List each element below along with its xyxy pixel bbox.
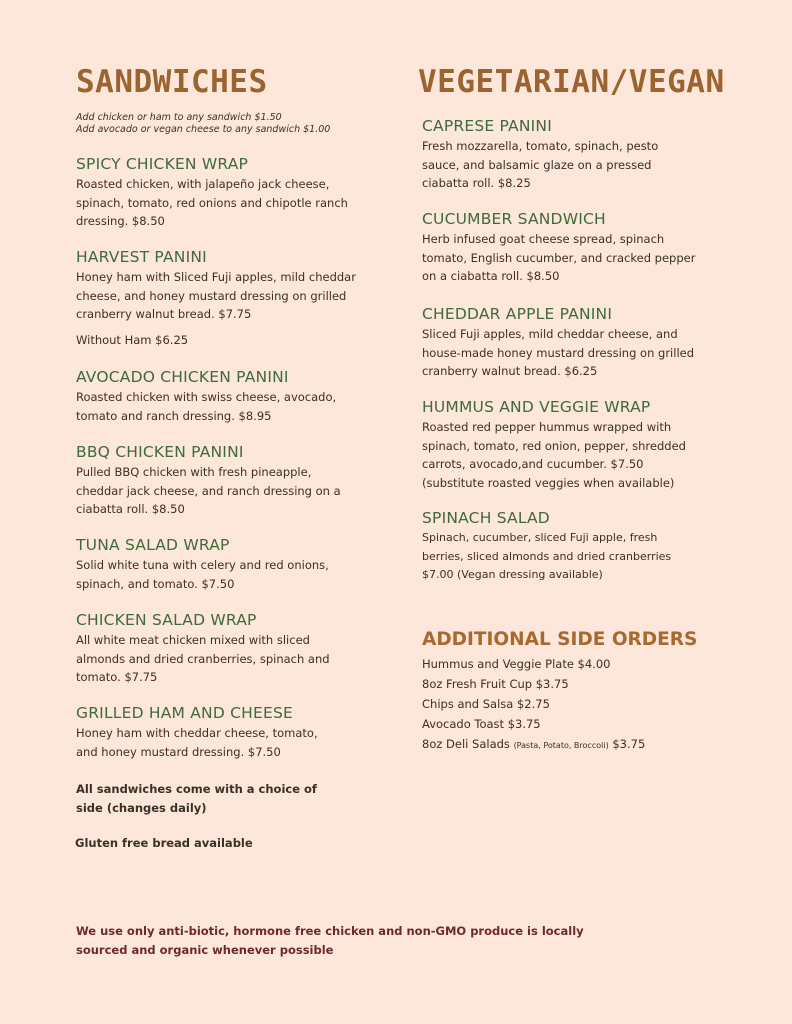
item-description: All white meat chicken mixed with sliced almonds and dried cranberries, spinach and tomato. $7.75: [76, 633, 330, 684]
sandwiches-heading: SANDWICHES: [76, 64, 268, 100]
deli-salads-varieties: (Pasta, Potato, Broccoli): [513, 741, 609, 750]
item-name: HARVEST PANINI: [76, 248, 207, 266]
item-name: HUMMUS AND VEGGIE WRAP: [422, 398, 651, 416]
item-description: Fresh mozzarella, tomato, spinach, pesto sauce, and balsamic glaze on a pressed ciabatta roll. $8.25: [422, 139, 659, 190]
item-description: Spinach, cucumber, sliced Fuji apple, fresh berries, sliced almonds and dried cranberries $7.00 (Vegan dressing available): [422, 531, 672, 581]
item-variant-price: Without Ham $6.25: [76, 332, 189, 347]
menu-item: [76, 443, 352, 519]
add-protein-note: [76, 112, 330, 136]
gluten-free-note: Gluten free bread available: [75, 836, 253, 850]
menu-item: [76, 248, 366, 349]
item-description: Pulled BBQ chicken with fresh pineapple, cheddar jack cheese, and ranch dressing on a ciabatta roll. $8.50: [76, 465, 341, 516]
item-description: Solid white tuna with celery and red onions, spinach, and tomato. $7.50: [76, 558, 329, 591]
item-name: CUCUMBER SANDWICH: [422, 210, 606, 228]
menu-item: [76, 368, 366, 425]
item-name: TUNA SALAD WRAP: [76, 536, 230, 554]
side-orders-list: [422, 654, 645, 756]
item-name: CHICKEN SALAD WRAP: [76, 611, 257, 629]
item-description: Sliced Fuji apples, mild cheddar cheese, and house-made honey mustard dressing on grilled cranberry walnut bread. $6.25: [422, 327, 695, 378]
item-description: Roasted red pepper hummus wrapped with spinach, tomato, red onion, pepper, shredded carrots, avocado,and cucumber. $7.50 (substitute roasted veggies when available): [422, 420, 686, 490]
side-order-item: [422, 734, 645, 756]
side-choice-note: All sandwiches come with a choice of side (changes daily): [76, 782, 317, 815]
vegetarian-heading: VEGETARIAN/VEGAN: [418, 64, 725, 100]
deli-salads-price: $3.75: [612, 737, 646, 751]
menu-item: [422, 509, 702, 585]
menu-item: [76, 536, 336, 593]
item-name: SPICY CHICKEN WRAP: [76, 155, 249, 173]
menu-item: [422, 305, 698, 381]
menu-item: [76, 611, 336, 687]
item-name: CHEDDAR APPLE PANINI: [422, 305, 613, 323]
item-name: GRILLED HAM AND CHEESE: [76, 704, 293, 722]
side-order-item: 8oz Fresh Fruit Cup $3.75: [422, 677, 569, 691]
item-description: Honey ham with cheddar cheese, tomato, and honey mustard dressing. $7.50: [76, 726, 318, 759]
item-description: Roasted chicken, with jalapeño jack cheese, spinach, tomato, red onions and chipotle ranch dressing. $8.50: [76, 177, 348, 228]
deli-salads-label: 8oz Deli Salads: [422, 737, 510, 751]
side-orders-heading: ADDITIONAL SIDE ORDERS: [422, 629, 698, 650]
item-description: Honey ham with Sliced Fuji apples, mild cheddar cheese, and honey mustard dressing on grilled cranberry walnut bread. $7.75: [76, 270, 356, 321]
menu-item: [422, 117, 698, 193]
add-meat-note: Add chicken or ham to any sandwich $1.50: [76, 112, 282, 123]
item-name: AVOCADO CHICKEN PANINI: [76, 368, 289, 386]
side-order-item: Hummus and Veggie Plate $4.00: [422, 657, 611, 671]
sourcing-statement: We use only anti-biotic, hormone free chicken and non-GMO produce is locally sourced and organic whenever possible: [76, 924, 584, 957]
menu-item: [76, 155, 366, 231]
item-name: SPINACH SALAD: [422, 509, 550, 527]
menu-item: [76, 704, 326, 761]
item-name: BBQ CHICKEN PANINI: [76, 443, 244, 461]
item-description: Herb infused goat cheese spread, spinach tomato, English cucumber, and cracked pepper on a ciabatta roll. $8.50: [422, 232, 696, 283]
item-description: Roasted chicken with swiss cheese, avocado, tomato and ranch dressing. $8.95: [76, 390, 337, 423]
side-order-item: Chips and Salsa $2.75: [422, 697, 550, 711]
menu-item: [422, 210, 698, 286]
side-order-item: Avocado Toast $3.75: [422, 717, 541, 731]
add-avocado-note: Add avocado or vegan cheese to any sandwich $1.00: [76, 124, 331, 135]
menu-item: [422, 398, 692, 492]
item-name: CAPRESE PANINI: [422, 117, 552, 135]
